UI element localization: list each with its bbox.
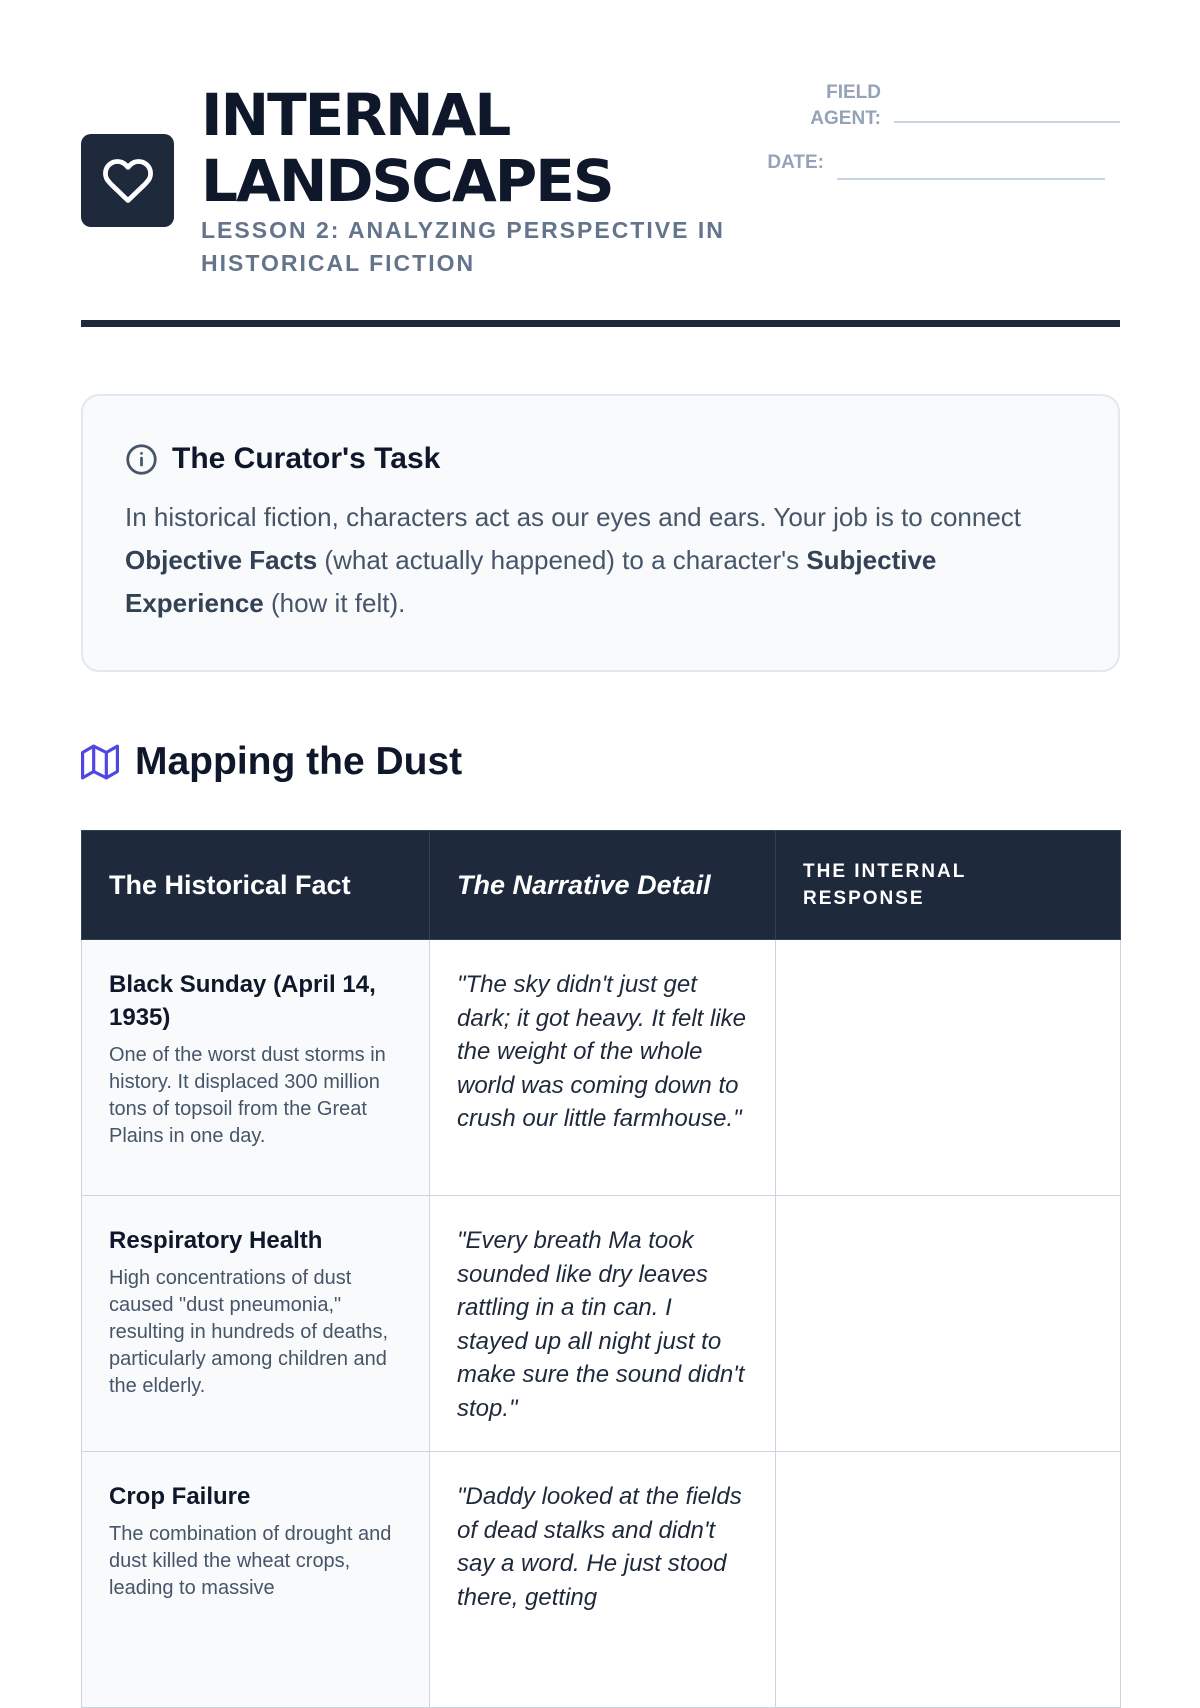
fact-description: The combination of drought and dust killed the wheat crops, leading to massive: [109, 1523, 392, 1599]
table-row: [82, 940, 1121, 1196]
fact-cell: [82, 940, 430, 1196]
field-agent-label-line-2: AGENT:: [810, 108, 881, 129]
section-heading: [81, 740, 462, 784]
header-historical-fact: The Historical Fact: [82, 831, 430, 940]
response-cell[interactable]: [776, 940, 1121, 1196]
task-text-1: In historical fiction, characters act as our eyes and ears. Your job is to connect: [125, 502, 1022, 532]
date-label: DATE:: [767, 152, 824, 173]
fact-cell: [82, 1452, 430, 1708]
task-text-3: (how it felt).: [263, 588, 406, 618]
title-line-2: LANDSCAPES: [201, 147, 613, 215]
task-description: [125, 496, 1055, 625]
title-line-1: INTERNAL: [201, 81, 510, 149]
page-title: [201, 82, 613, 214]
worksheet-page: [81, 0, 1120, 1611]
fact-description: One of the worst dust storms in history. It displaced 300 million tons of topsoil from the Great Plains in one day.: [109, 1044, 386, 1147]
map-icon: [81, 743, 119, 781]
fact-title: Black Sunday (April 14, 1935): [109, 971, 376, 1031]
fact-title: Crop Failure: [109, 1483, 251, 1510]
fact-description: High concentrations of dust caused "dust pneumonia," resulting in hundreds of deaths, particularly among children and the elderly.: [109, 1267, 389, 1397]
header-narrative-detail: The Narrative Detail: [430, 831, 776, 940]
field-agent-label-line-1: FIELD: [826, 82, 881, 103]
curators-task-box: [81, 394, 1120, 672]
logo-badge: [81, 134, 174, 227]
date-input-line[interactable]: [837, 178, 1105, 180]
narrative-quote: "The sky didn't just get dark; it got heavy. It felt like the weight of the whole world was coming down to crush our little farmhouse.": [457, 971, 747, 1132]
header-divider: [81, 320, 1120, 327]
section-title: Mapping the Dust: [135, 740, 463, 783]
fact-cell: [82, 1196, 430, 1452]
narrative-quote: "Every breath Ma took sounded like dry leaves rattling in a tin can. I stayed up all night just to make sure the sound didn't stop.": [457, 1227, 745, 1422]
table-row: [82, 1452, 1121, 1708]
narrative-cell: [430, 1452, 776, 1708]
task-title: The Curator's Task: [172, 442, 441, 475]
heart-icon: [102, 155, 154, 207]
narrative-cell: [430, 940, 776, 1196]
response-cell[interactable]: [776, 1196, 1121, 1452]
table-header-row: [82, 831, 1121, 940]
task-text-2: (what actually happened) to a character's: [317, 545, 807, 575]
narrative-cell: [430, 1196, 776, 1452]
task-bold-objective: Objective Facts: [125, 545, 318, 575]
lesson-subtitle: LESSON 2: ANALYZING PERSPECTIVE IN HISTORICAL FICTION: [201, 217, 725, 276]
field-agent-label: [781, 80, 881, 132]
task-heading: [125, 442, 440, 476]
table-row: [82, 1196, 1121, 1452]
analysis-table: [81, 830, 1121, 1708]
info-icon: [125, 443, 158, 476]
response-cell[interactable]: [776, 1452, 1121, 1708]
task-bold-subjective: Subjective Experience: [125, 545, 937, 618]
narrative-quote: "Daddy looked at the fields of dead stalks and didn't say a word. He just stood there, getting: [457, 1483, 742, 1611]
worksheet-header: [81, 0, 1120, 328]
field-agent-input-line[interactable]: [894, 121, 1120, 123]
header-internal-response: THE INTERNAL RESPONSE: [776, 831, 1121, 940]
fact-title: Respiratory Health: [109, 1227, 323, 1254]
